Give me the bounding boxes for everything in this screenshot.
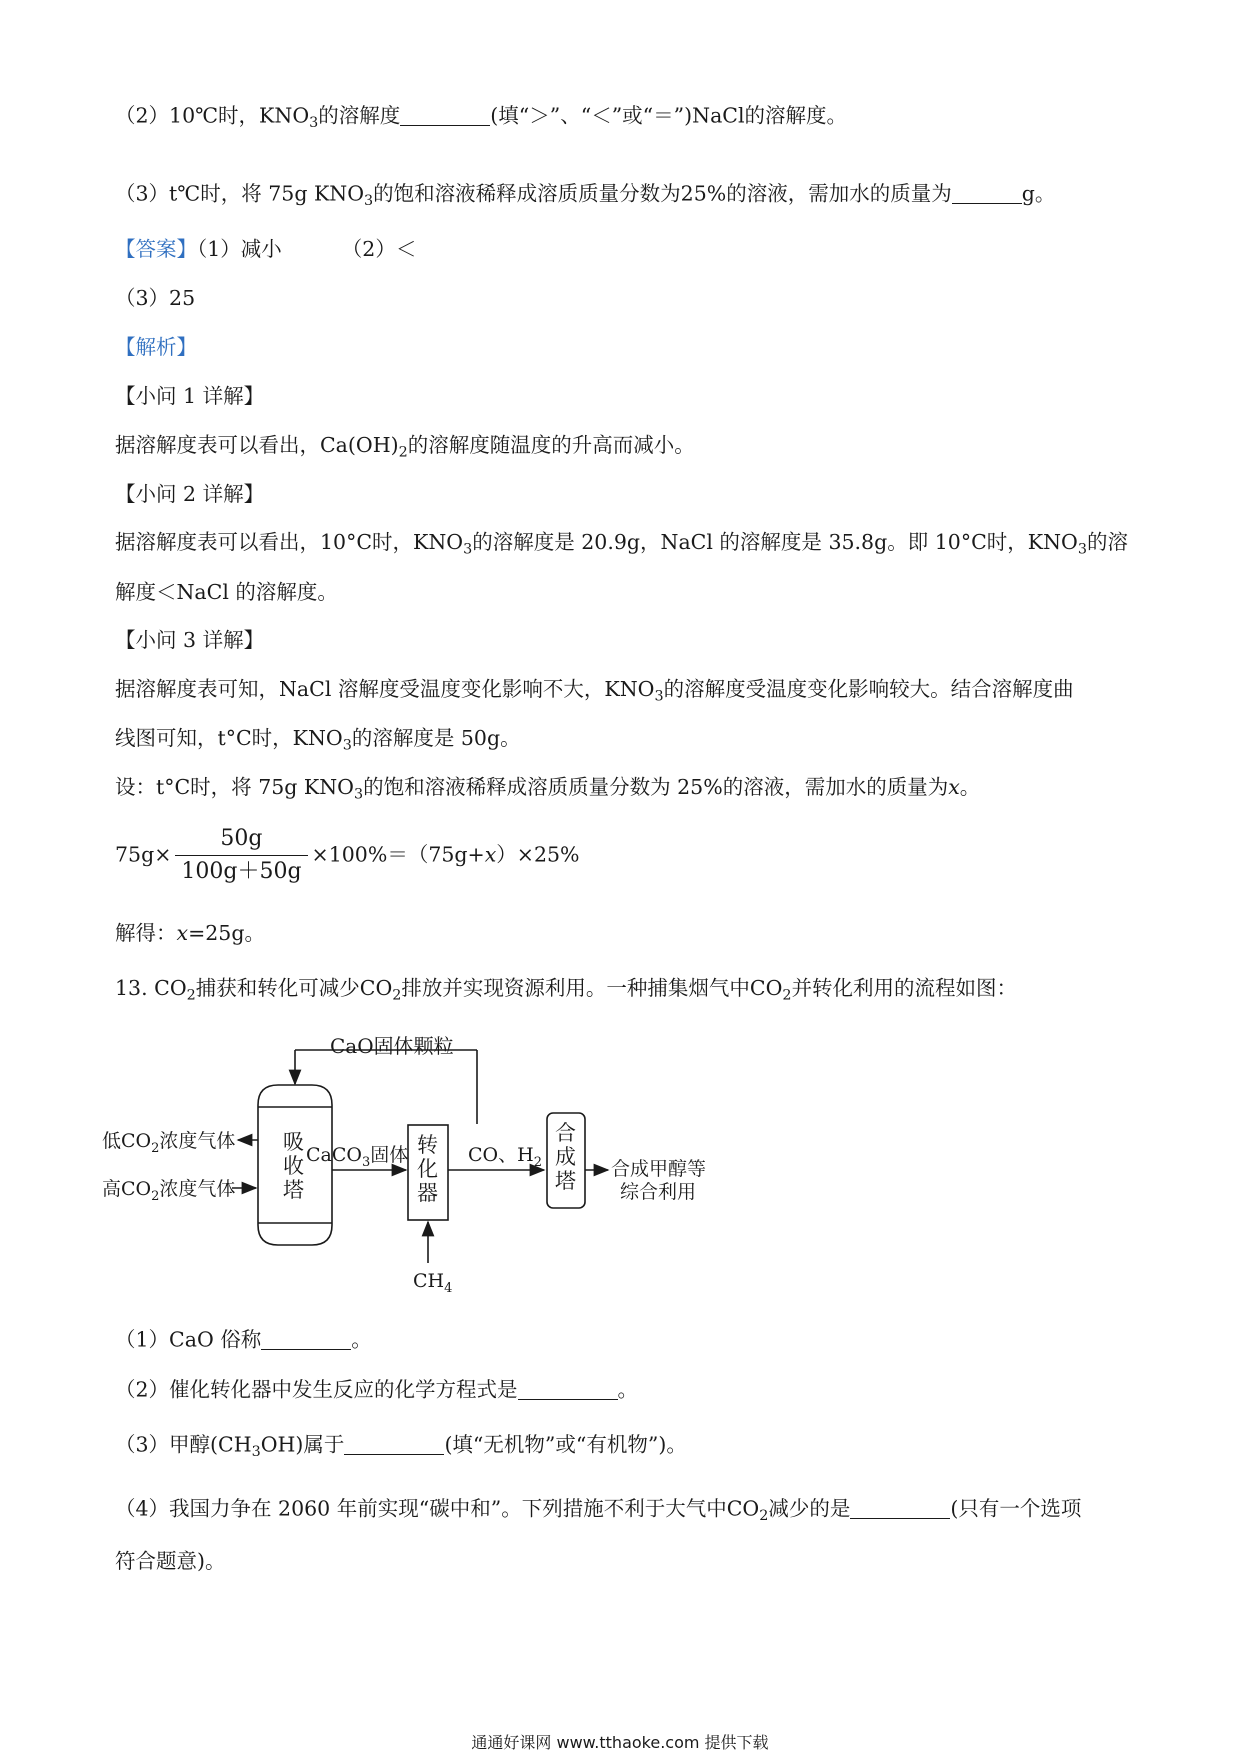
process-flow-diagram xyxy=(100,1025,820,1300)
converter-box xyxy=(408,1125,448,1220)
output-label-line-2: 综合利用 xyxy=(620,1181,697,1203)
high-co2-gas-label: 高$CO_2$浓度气体 xyxy=(102,1178,236,1204)
answer-blank xyxy=(952,182,1022,204)
synth-char-1: 合 xyxy=(555,1121,576,1145)
absorber-char-2: 收 xyxy=(283,1154,304,1178)
co-h2-label: CO、$H_2$ xyxy=(468,1144,542,1170)
answer-blank xyxy=(518,1378,618,1400)
sub-question-1-text: 据溶解度表可以看出，$Ca(OH)_2$的溶解度随温度的升高而减小。 xyxy=(115,433,695,461)
page-footer: 通通好课网 www.tthaoke.com 提供下载 xyxy=(471,1733,769,1752)
caco3-label: CaCO$_3$固体 xyxy=(306,1144,409,1170)
sub-question-3-text-line-1: 据溶解度表可知，NaCl 溶解度受温度变化影响不大，$KNO_3$的溶解度受温度变化影响较大。结合溶解度曲 xyxy=(115,677,1074,705)
equation: 75g× $\frac{50g}{100g+50g}$ ×100%＝（75g+x）×25% xyxy=(115,826,580,885)
sub-question-2-heading: 【小问 2 详解】 xyxy=(115,482,265,506)
analysis-tag: 【解析】 xyxy=(115,335,197,359)
sub-question-2-text-line-2: 解度＜NaCl 的溶解度。 xyxy=(115,580,338,604)
answer-line-3: （3）25 xyxy=(115,286,196,310)
q13-part-2: （2）催化转化器中发生反应的化学方程式是 。 xyxy=(115,1377,639,1402)
ch4-label: $CH_4$ xyxy=(413,1270,453,1296)
sub-question-3-heading: 【小问 3 详解】 xyxy=(115,628,265,652)
synth-char-2: 成 xyxy=(555,1145,576,1169)
cao-particles-label: CaO固体颗粒 xyxy=(330,1034,454,1058)
answer-line: 【答案】（1）减小 （2）＜ xyxy=(115,237,417,261)
solution-line: 解得：x=25g。 xyxy=(115,921,265,945)
synth-char-3: 塔 xyxy=(555,1169,576,1193)
absorber-char-1: 吸 xyxy=(283,1130,304,1154)
converter-char-2: 化 xyxy=(417,1157,438,1181)
answer-tag: 【答案】 xyxy=(115,237,197,261)
output-label-line-1: 合成甲醇等 xyxy=(611,1158,707,1180)
sub-question-3-text-line-3: 设：t°C时，将 75g $KNO_3$的饱和溶液稀释成溶质质量分数为 25%的溶液，需加水的质量为x。 xyxy=(115,775,981,803)
q13-part-4-line-1: （4）我国力争在 2060 年前实现“碳中和”。下列措施不利于大气中$CO_2$减少的是 (只有一个选项 xyxy=(115,1496,1082,1524)
sub-question-2-text-line-1: 据溶解度表可以看出，10°C时，$KNO_3$的溶解度是 20.9g，NaCl 的溶解度是 35.8g。即 10°C时，$KNO_3$的溶 xyxy=(115,530,1128,558)
converter-char-1: 转 xyxy=(417,1133,438,1157)
question-2-line: （2）10℃时，$KNO_3$的溶解度 (填“＞”、“＜”或“＝”)NaCl的溶解度。 xyxy=(115,103,848,131)
q13-part-4-line-2: 符合题意)。 xyxy=(115,1549,226,1573)
question-13-stem: 13. $CO_2$捕获和转化可减少$CO_2$排放并实现资源利用。一种捕集烟气中$CO_2$并转化利用的流程如图： xyxy=(115,976,1018,1004)
answer-blank xyxy=(344,1433,444,1455)
q13-part-1: （1）CaO 俗称 。 xyxy=(115,1327,372,1352)
converter-char-3: 器 xyxy=(417,1181,438,1205)
sub-question-3-text-line-2: 线图可知，t°C时，$KNO_3$的溶解度是 50g。 xyxy=(115,726,521,754)
synthesis-tower xyxy=(547,1113,585,1208)
answer-blank xyxy=(850,1497,950,1519)
fraction: $\frac{50g}{100g+50g}$ xyxy=(175,826,307,886)
absorber-char-3: 塔 xyxy=(283,1178,304,1202)
sub-question-1-heading: 【小问 1 详解】 xyxy=(115,384,265,408)
answer-blank xyxy=(261,1328,351,1350)
answer-blank xyxy=(400,104,490,126)
q13-part-3: （3）甲醇$(CH_3OH)$属于 (填“无机物”或“有机物”)。 xyxy=(115,1432,687,1460)
low-co2-gas-label: 低$CO_2$浓度气体 xyxy=(102,1130,236,1156)
question-3-line: （3）t℃时，将 75g $KNO_3$的饱和溶液稀释成溶质质量分数为25%的溶液，需加水的质量为 g。 xyxy=(115,181,1056,209)
